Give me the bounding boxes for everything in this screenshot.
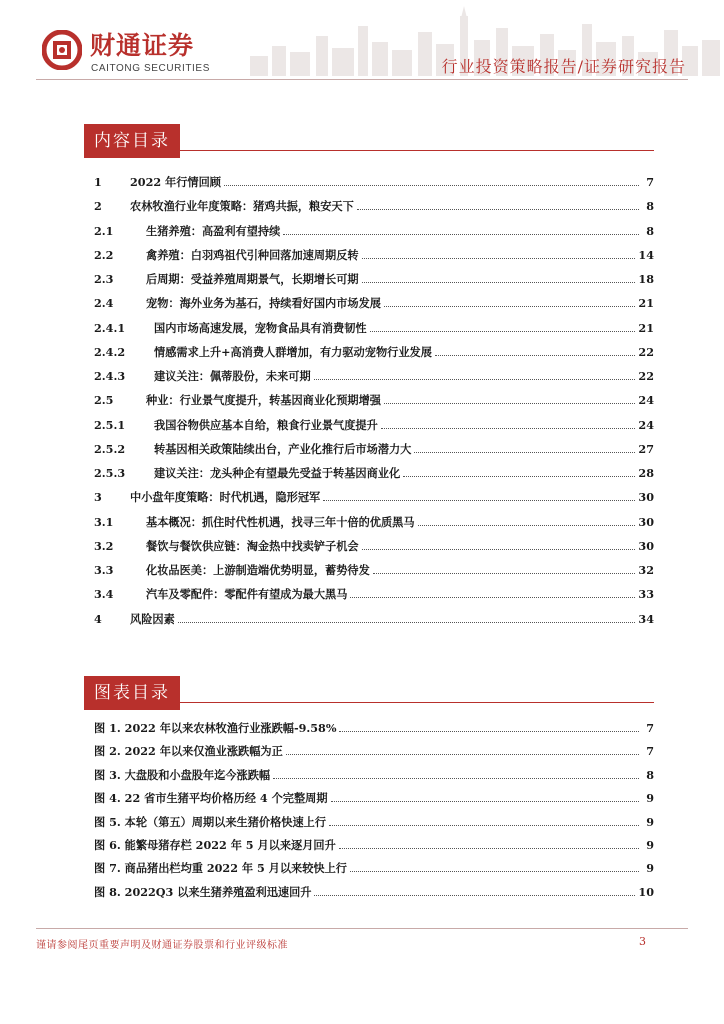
dot-leader bbox=[362, 548, 636, 550]
toc-entry-page: 8 bbox=[646, 223, 654, 238]
dot-leader bbox=[286, 753, 639, 755]
figure-entry[interactable] bbox=[94, 763, 654, 783]
figure-entry-title: 图 4. 22 省市生猪平均价格历经 4 个完整周期 bbox=[94, 791, 328, 806]
toc-entry-number: 2.1 bbox=[94, 223, 114, 238]
toc-entry-title: 建议关注：龙头种企有望最先受益于转基因商业化 bbox=[154, 466, 401, 480]
toc-entry[interactable] bbox=[94, 510, 654, 530]
toc-entry-page: 34 bbox=[638, 611, 654, 626]
figure-entry-page: 9 bbox=[646, 791, 654, 806]
figures-section-heading bbox=[84, 676, 654, 710]
dot-leader bbox=[329, 824, 639, 826]
figure-entry-page: 7 bbox=[646, 721, 654, 735]
figure-entry-title: 图 2. 2022 年以来仅渔业涨跌幅为正 bbox=[94, 744, 283, 759]
figure-entry-page: 9 bbox=[646, 838, 654, 852]
figure-entry-title: 图 5. 本轮（第五）周期以来生猪价格快速上行 bbox=[94, 814, 327, 829]
toc-entry-number: 1 bbox=[94, 175, 102, 189]
toc-entry-page: 21 bbox=[638, 320, 654, 335]
toc-entry-page: 33 bbox=[638, 587, 654, 602]
toc-entry-number: 4 bbox=[94, 611, 102, 626]
dot-leader bbox=[283, 233, 639, 235]
figure-entry-title: 图 8. 2022Q3 以来生猪养殖盈利迅速回升 bbox=[94, 884, 312, 899]
dot-leader bbox=[418, 524, 636, 526]
toc-entry-number: 2.5 bbox=[94, 393, 114, 408]
toc-entry-title: 种业：行业景气度提升，转基因商业化预期增强 bbox=[146, 393, 381, 408]
dot-leader bbox=[403, 475, 635, 477]
toc-entry[interactable] bbox=[94, 607, 654, 627]
toc-entry-page: 28 bbox=[638, 466, 654, 480]
toc-entry-number: 3.3 bbox=[94, 563, 114, 577]
toc-entry-page: 30 bbox=[638, 538, 654, 553]
dot-leader bbox=[384, 402, 635, 404]
toc-entry-number: 3.4 bbox=[94, 587, 114, 602]
dot-leader bbox=[331, 800, 639, 802]
toc-entry-title: 建议关注：佩蒂股份，未来可期 bbox=[154, 369, 311, 383]
figures-heading-rule bbox=[180, 702, 654, 703]
toc-entry-title: 我国谷物供应基本自给，粮食行业景气度提升 bbox=[154, 417, 378, 432]
toc-entry-title: 风险因素 bbox=[130, 611, 175, 626]
figure-entry-title: 图 7. 商品猪出栏均重 2022 年 5 月以来较快上行 bbox=[94, 861, 347, 876]
dot-leader bbox=[178, 621, 636, 623]
toc-heading-label: 内容目录 bbox=[84, 124, 180, 158]
dot-leader bbox=[339, 730, 639, 732]
toc-heading-rule bbox=[180, 150, 654, 151]
dot-leader bbox=[314, 894, 635, 896]
toc-entry-page: 21 bbox=[638, 296, 654, 311]
toc-entry-number: 3.1 bbox=[94, 514, 114, 529]
toc-entry-title: 后周期：受益养殖周期景气，长期增长可期 bbox=[146, 272, 359, 286]
dot-leader bbox=[381, 427, 636, 429]
toc-entry-title: 情感需求上升+高消费人群增加，有力驱动宠物行业发展 bbox=[154, 344, 432, 359]
logo-english-name: CAITONG SECURITIES bbox=[91, 63, 210, 74]
toc-entry[interactable] bbox=[94, 582, 654, 602]
dot-leader bbox=[384, 305, 635, 307]
toc-entry-title: 禽养殖：白羽鸡祖代引种回落加速周期反转 bbox=[146, 247, 359, 262]
toc-entry[interactable] bbox=[94, 194, 654, 214]
footer-divider bbox=[36, 928, 688, 929]
figure-entry-page: 7 bbox=[646, 744, 654, 759]
toc-entry-title: 中小盘年度策略：时代机遇，隐形冠军 bbox=[130, 490, 321, 505]
toc-entry-title: 汽车及零配件：零配件有望成为最大黑马 bbox=[146, 587, 348, 602]
toc-entry[interactable] bbox=[94, 558, 654, 578]
toc-entry-page: 27 bbox=[638, 441, 654, 456]
toc-entry-title: 餐饮与餐饮供应链：淘金热中找卖铲子机会 bbox=[146, 538, 359, 553]
toc-entry-page: 18 bbox=[638, 272, 654, 286]
toc-entry-title: 基本概况：抓住时代性机遇，找寻三年十倍的优质黑马 bbox=[146, 514, 415, 529]
toc-entry-number: 2.5.1 bbox=[94, 417, 126, 432]
dot-leader bbox=[435, 354, 636, 356]
toc-entry[interactable] bbox=[94, 413, 654, 433]
toc-entry-title: 化妆品医美：上游制造端优势明显，蓄势待发 bbox=[146, 563, 370, 577]
toc-entry[interactable] bbox=[94, 316, 654, 336]
toc-entry[interactable] bbox=[94, 534, 654, 554]
dot-leader bbox=[362, 281, 636, 283]
figure-entry-title: 图 3. 大盘股和小盘股年迄今涨跌幅 bbox=[94, 767, 271, 782]
figure-entry[interactable] bbox=[94, 716, 654, 736]
toc-entry[interactable] bbox=[94, 461, 654, 481]
figure-entry-page: 9 bbox=[646, 814, 654, 829]
figure-entry-page: 9 bbox=[646, 861, 654, 876]
toc-entry[interactable] bbox=[94, 364, 654, 384]
toc-entry-page: 22 bbox=[638, 369, 654, 383]
dot-leader bbox=[350, 870, 639, 872]
report-type-label: 行业投资策略报告/证券研究报告 bbox=[441, 57, 686, 76]
dot-leader bbox=[350, 596, 635, 598]
toc-entry-page: 24 bbox=[638, 417, 654, 432]
toc-entry[interactable] bbox=[94, 291, 654, 311]
toc-entry-page: 7 bbox=[646, 175, 654, 189]
dot-leader bbox=[370, 330, 636, 332]
toc-entry[interactable] bbox=[94, 243, 654, 263]
toc-entry-number: 2.4.1 bbox=[94, 320, 126, 335]
page-number: 3 bbox=[639, 935, 646, 948]
toc-entry[interactable] bbox=[94, 340, 654, 360]
figure-entry-page: 8 bbox=[646, 767, 654, 782]
dot-leader bbox=[224, 184, 639, 186]
toc-entry-number: 2.5.2 bbox=[94, 441, 126, 456]
toc-entry-number: 2.2 bbox=[94, 247, 114, 262]
toc-entry-page: 30 bbox=[638, 490, 654, 505]
toc-entry-title: 农林牧渔行业年度策略：猪鸡共振，粮安天下 bbox=[130, 199, 354, 214]
logo-chinese-name: 财通证券 bbox=[90, 31, 195, 60]
dot-leader bbox=[273, 777, 639, 779]
figure-entry-title: 图 1. 2022 年以来农林牧渔行业涨跌幅-9.58% bbox=[94, 721, 337, 735]
toc-entry-number: 3 bbox=[94, 490, 102, 505]
figure-entry-page: 10 bbox=[638, 884, 654, 899]
toc-entry-number: 3.2 bbox=[94, 538, 114, 553]
figures-heading-label: 图表目录 bbox=[84, 676, 180, 710]
figure-entry-title: 图 6. 能繁母猪存栏 2022 年 5 月以来逐月回升 bbox=[94, 838, 336, 852]
dot-leader bbox=[314, 378, 636, 380]
toc-entry-number: 2 bbox=[94, 199, 102, 214]
toc-entry[interactable] bbox=[94, 219, 654, 239]
toc-entry[interactable] bbox=[94, 437, 654, 457]
toc-entry-page: 22 bbox=[638, 344, 654, 359]
figure-entry[interactable] bbox=[94, 833, 654, 853]
toc-entry-title: 生猪养殖：高盈利有望持续 bbox=[146, 223, 281, 238]
footer-disclaimer: 谨请参阅尾页重要声明及财通证券股票和行业评级标准 bbox=[36, 940, 288, 951]
dot-leader bbox=[362, 257, 636, 259]
toc-entry-number: 2.5.3 bbox=[94, 466, 126, 480]
toc-entry-title: 国内市场高速发展，宠物食品具有消费韧性 bbox=[154, 320, 367, 335]
toc-entry-number: 2.3 bbox=[94, 272, 114, 286]
dot-leader bbox=[373, 572, 636, 574]
figure-entry[interactable] bbox=[94, 739, 654, 759]
dot-leader bbox=[357, 208, 639, 210]
toc-entry-title: 2022 年行情回顾 bbox=[130, 175, 221, 189]
toc-entry[interactable] bbox=[94, 388, 654, 408]
dot-leader bbox=[339, 847, 639, 849]
figure-entry[interactable] bbox=[94, 856, 654, 876]
dot-leader bbox=[323, 499, 635, 501]
toc-section-heading bbox=[84, 124, 654, 158]
toc-entry-page: 24 bbox=[638, 393, 654, 408]
toc-entry-number: 2.4.3 bbox=[94, 369, 126, 383]
toc-entry-number: 2.4.2 bbox=[94, 344, 126, 359]
caitong-logo-icon bbox=[42, 30, 82, 70]
toc-entry-number: 2.4 bbox=[94, 296, 114, 311]
toc-entry-page: 32 bbox=[638, 563, 654, 577]
figure-entry[interactable] bbox=[94, 880, 654, 900]
toc-entry-page: 30 bbox=[638, 514, 654, 529]
figure-entry[interactable] bbox=[94, 786, 654, 806]
toc-entry-title: 宠物：海外业务为基石，持续看好国内市场发展 bbox=[146, 296, 381, 311]
toc-entry-title: 转基因相关政策陆续出台，产业化推行后市场潜力大 bbox=[154, 441, 412, 456]
page-header bbox=[0, 0, 724, 90]
dot-leader bbox=[414, 451, 635, 453]
toc-entry[interactable] bbox=[94, 267, 654, 287]
header-divider bbox=[36, 79, 688, 80]
toc-entry-page: 8 bbox=[646, 199, 654, 214]
toc-entry-page: 14 bbox=[638, 247, 654, 262]
toc-entry[interactable] bbox=[94, 485, 654, 505]
toc-entry[interactable] bbox=[94, 170, 654, 190]
figure-entry[interactable] bbox=[94, 810, 654, 830]
